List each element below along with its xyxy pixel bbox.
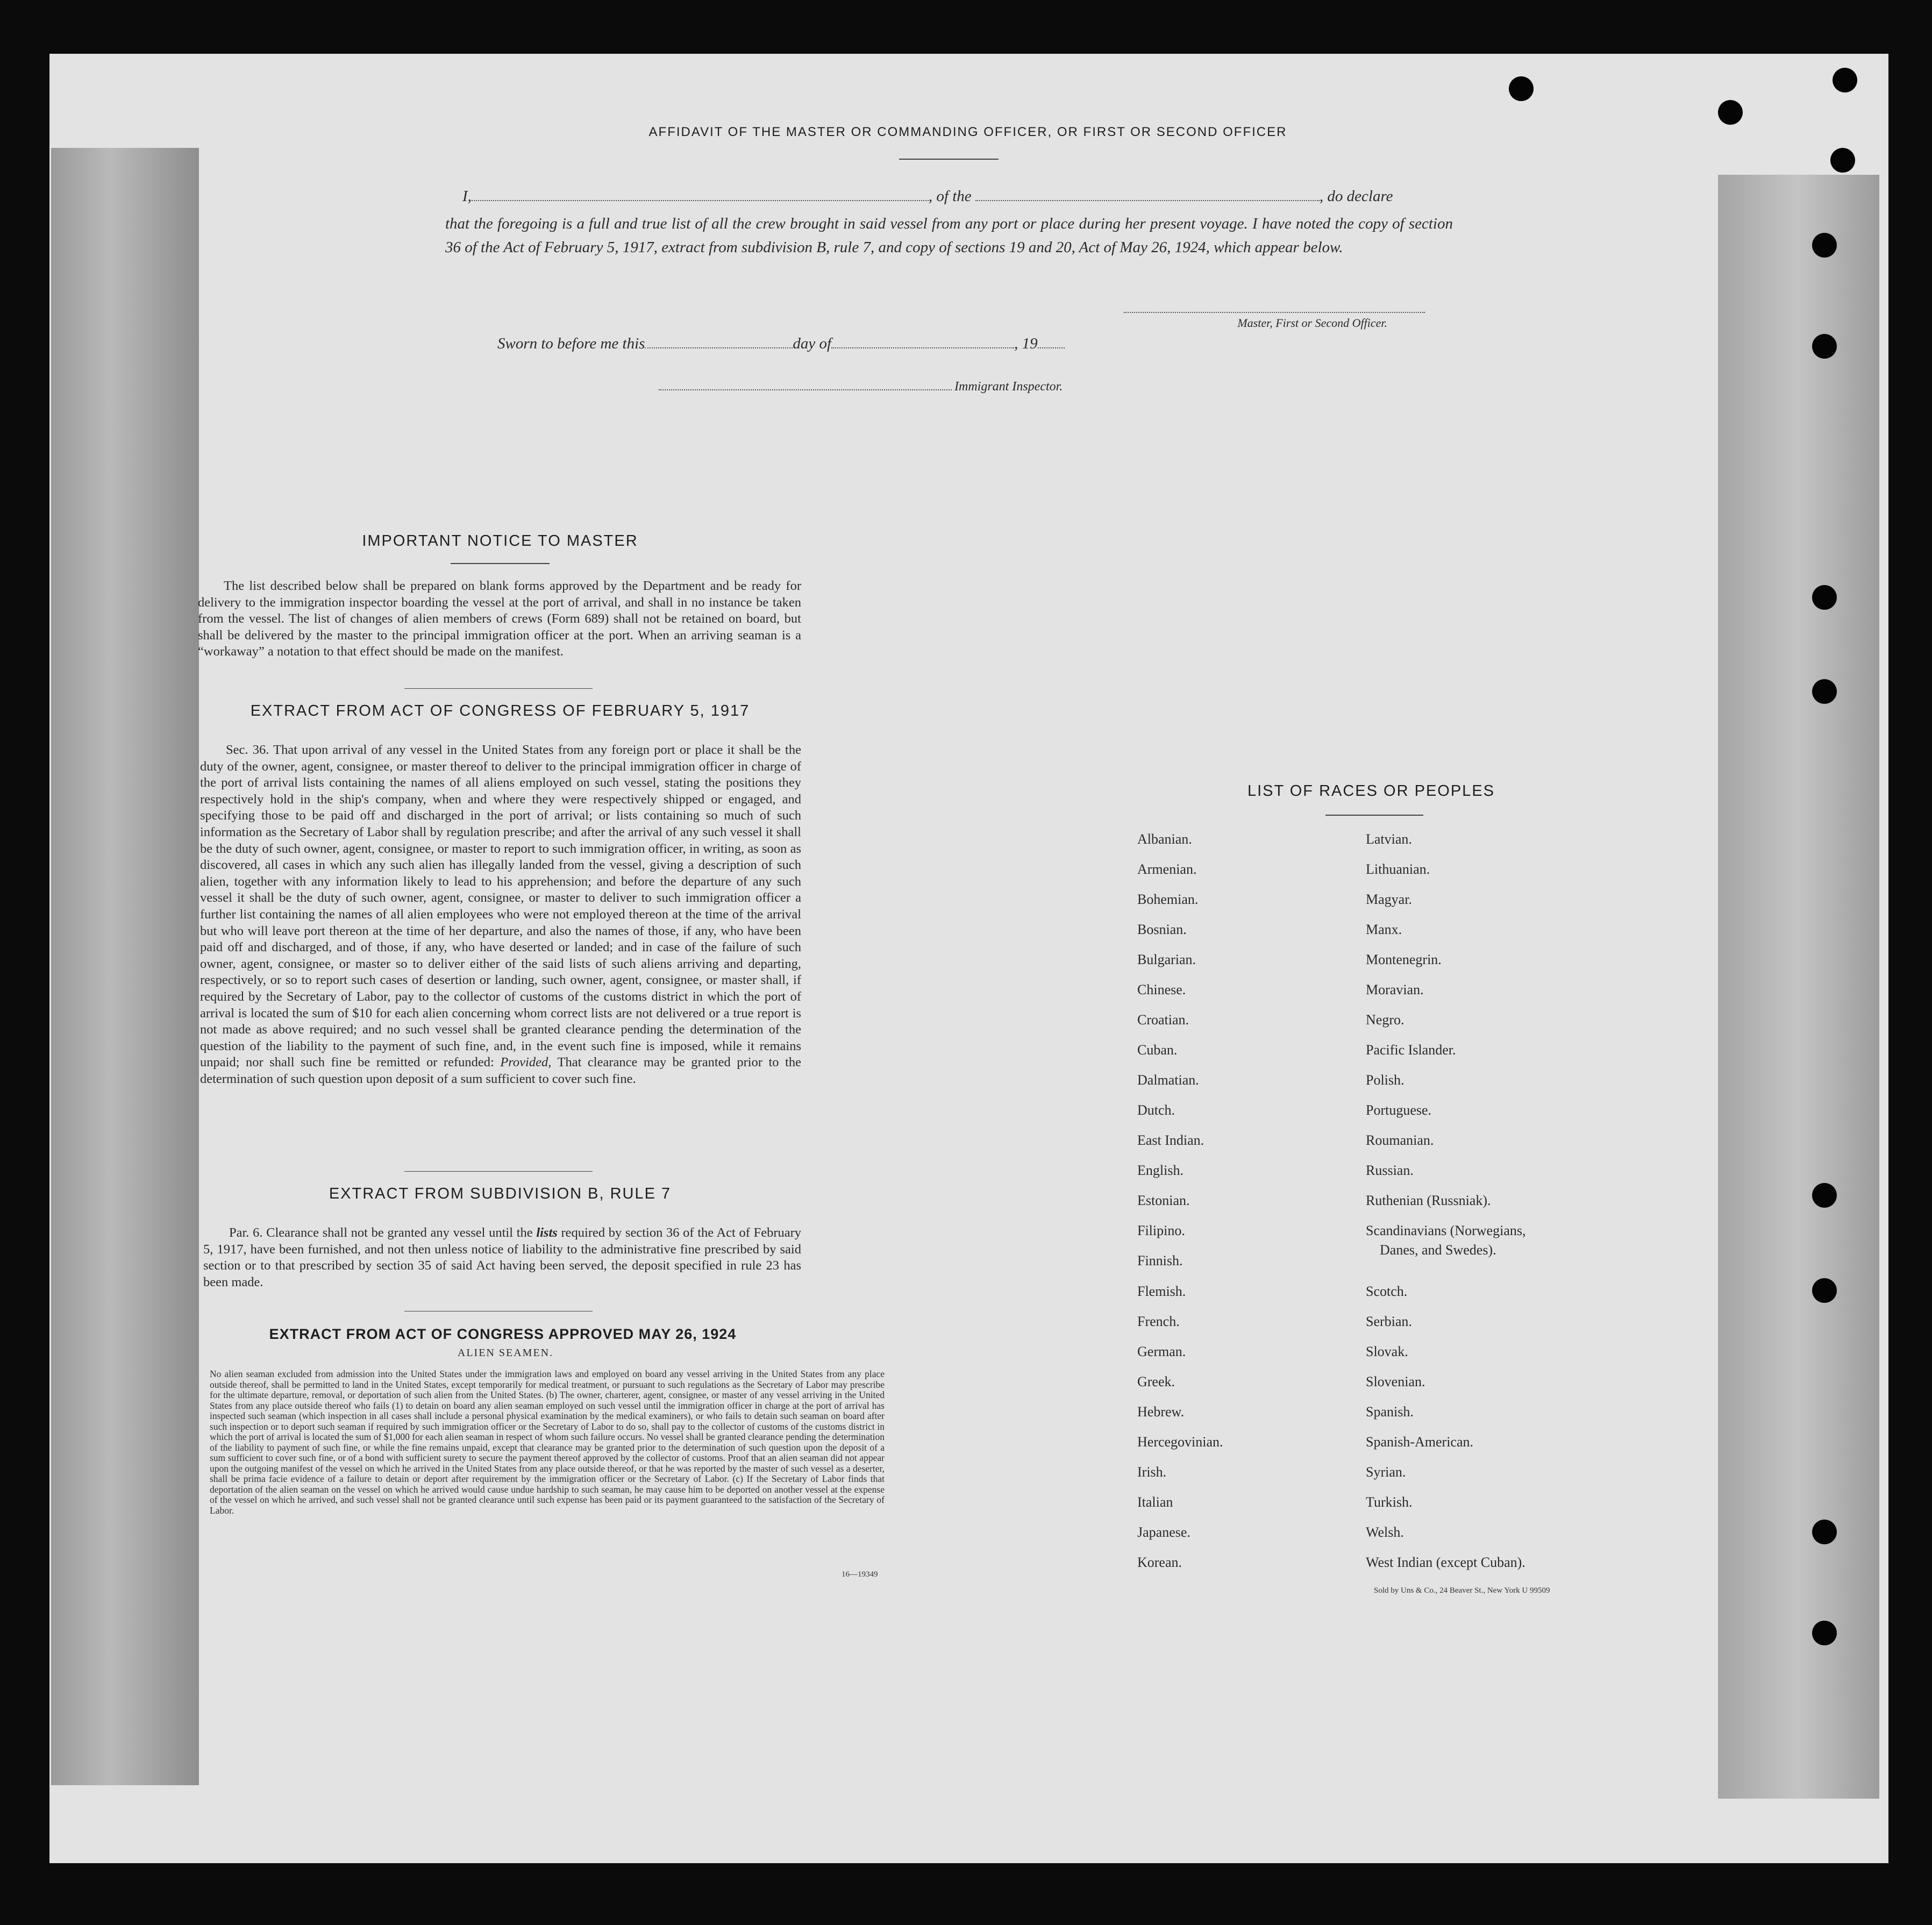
punch-hole-icon — [1833, 68, 1857, 92]
race-item: Lithuanian. — [1366, 861, 1430, 877]
race-item: Slovenian. — [1366, 1374, 1425, 1389]
punch-hole-icon — [1812, 233, 1837, 258]
rule7-body — [203, 1225, 801, 1291]
race-item: Magyar. — [1366, 892, 1412, 907]
race-item: Irish. — [1137, 1464, 1167, 1480]
race-item: Polish. — [1366, 1072, 1405, 1088]
act1917-proviso: Provided, — [500, 1055, 552, 1070]
race-item: Armenian. — [1137, 861, 1197, 877]
sworn-day-field[interactable] — [645, 334, 793, 348]
rule7-text-after: required by section 36 of the Act of February 5, 1917, have been furnished, and not then unless notice of liability to the administrative fine prescribed by said section or to that prescribed by section 35 of said Act having been served, the deposit specified in rule 23 has been made. — [203, 1225, 802, 1289]
rule7-title: EXTRACT FROM SUBDIVISION B, RULE 7 — [329, 1185, 672, 1202]
declarant-name-field[interactable] — [472, 187, 929, 201]
declarant-of-the: , of the — [928, 188, 972, 205]
race-item: Latvian. — [1366, 831, 1412, 847]
race-item: Estonian. — [1137, 1193, 1190, 1208]
punch-hole-icon — [1812, 334, 1837, 359]
divider — [899, 159, 999, 160]
race-item: Greek. — [1137, 1374, 1175, 1389]
punch-hole-icon — [1812, 1278, 1837, 1303]
notice-title: IMPORTANT NOTICE TO MASTER — [362, 532, 638, 550]
races-title: LIST OF RACES OR PEOPLES — [1247, 782, 1495, 800]
divider — [404, 1171, 593, 1172]
sworn-year-prefix: , 19 — [1014, 335, 1038, 352]
race-item: Serbian. — [1366, 1314, 1412, 1329]
sworn-day-of: day of — [793, 335, 832, 352]
divider — [404, 688, 593, 689]
race-item: Moravian. — [1366, 982, 1424, 997]
race-item: Manx. — [1366, 922, 1402, 937]
race-item: East Indian. — [1137, 1132, 1204, 1148]
race-item: Flemish. — [1137, 1284, 1186, 1299]
inspector-caption: Immigrant Inspector. — [954, 380, 1063, 394]
race-item: Syrian. — [1366, 1464, 1406, 1480]
race-item: Japanese. — [1137, 1524, 1190, 1540]
rule7-text: Par. 6. Clearance shall not be granted any vessel until the — [229, 1225, 533, 1240]
act1924-subtitle: ALIEN SEAMEN. — [457, 1347, 554, 1359]
punch-hole-icon — [1812, 679, 1837, 704]
left-binding-strip — [51, 148, 199, 1785]
inspector-signature-field[interactable] — [659, 376, 952, 390]
master-caption: Master, First or Second Officer. — [1237, 316, 1387, 330]
race-item: Scotch. — [1366, 1284, 1408, 1299]
notice-body: The list described below shall be prepared on blank forms approved by the Department and be ready for delivery to the immigration inspector boarding the vessel at the port of arrival, and shall in no instance be taken from the vessel. The list of changes of alien members of crews (Form 689) shall not be retained on board, but shall be delivered by the master to the principal immigration officer at the port. When an arriving seaman is a “workaway” a notation to that effect should be made on the manifest. — [198, 579, 801, 659]
punch-hole-icon — [1812, 1621, 1837, 1645]
right-binding-strip — [1718, 175, 1879, 1799]
race-item: Turkish. — [1366, 1494, 1413, 1510]
race-item: Montenegrin. — [1366, 952, 1442, 967]
race-item: Danes, and Swedes). — [1380, 1242, 1496, 1258]
punch-hole-icon — [1812, 1520, 1837, 1544]
affidavit-body: that the foregoing is a full and true list of all the crew brought in said vessel from any port or place during her present voyage. I have noted the copy of section 36 of the Act of February 5, 1917, extract from subdivision B, rule 7, and copy of sections 19 and 20, Act of May 26, 1924, which appear below. — [445, 215, 1453, 256]
race-item: Finnish. — [1137, 1253, 1183, 1268]
race-item: Dalmatian. — [1137, 1072, 1199, 1088]
master-signature-field[interactable] — [1124, 299, 1425, 313]
punch-hole-icon — [1509, 76, 1534, 101]
act1924-body: No alien seaman excluded from admission into the United States under the immigration laws and employed on board any vessel arriving in the United States from any place outside thereof, shall be permitted to land in the United States, except temporarily for medical treatment, or pursuant to such regulations as the Secretary of Labor may prescribe for the ultimate departure, removal, or deportation of such alien from the United States. (b) The owner, charterer, agent, consignee, or master of any vessel arriving in the United States from any place outside thereof who fails (1) to detain on board any alien seaman employed on such vessel until the immigration officer in charge at the port of arrival has inspected such seaman (which inspection in all cases shall include a personal physical examination by the medical examiners), or who fails to detain such seaman on board after such inspection or to deport such seaman if required by such immigration officer or the Secretary of Labor to do so, shall pay to the collector of customs of the customs district in which the port of arrival is located the sum of $1,000 for each alien seaman in respect of whom such failure occurs. No vessel shall be granted clearance pending the determination of the liability to payment of such fine, or while the fine remains unpaid, except that clearance may be granted prior to the determination of such question upon the deposit of a sum sufficient to cover such fine, or of a bond with sufficient surety to secure the payment thereof approved by the collector of customs. Proof that an alien seaman did not appear upon the outgoing manifest of the vessel on which he arrived in the United States from any place outside thereof, or that he was reported by the master of such vessel as a deserter, shall be prima facie evidence of a failure to detain or deport after requirement by the immigration officer or the Secretary of Labor. (c) If the Secretary of Labor finds that deportation of the alien seaman on the vessel on which he arrived would cause undue hardship to such seaman, he may cause him to be deported on another vessel at the expense of the vessel on which he arrived, and such vessel shall not be granted clearance until such expense has been paid or its payment guaranteed to the satisfaction of the Secretary of Labor. — [210, 1368, 885, 1516]
race-item: Bohemian. — [1137, 892, 1199, 907]
declarant-line — [462, 187, 1453, 205]
punch-hole-icon — [1812, 1183, 1837, 1208]
vessel-name-field[interactable] — [975, 187, 1320, 201]
race-item: Filipino. — [1137, 1223, 1185, 1238]
declarant-suffix: , do declare — [1319, 188, 1393, 205]
race-item: Roumanian. — [1366, 1132, 1434, 1148]
race-item: Welsh. — [1366, 1524, 1404, 1540]
race-item: Hebrew. — [1137, 1404, 1185, 1420]
race-item: French. — [1137, 1314, 1180, 1329]
act1917-text-after: That clearance may be granted prior to the determination of such question upon deposit of a sum sufficient to cover such fine. — [200, 1055, 802, 1086]
act1917-text: Sec. 36. That upon arrival of any vessel in the United States from any foreign port or place it shall be the duty of the owner, agent, consignee, or master thereof to deliver to the principal immigration officer in charge of the port of arrival lists containing the names of all aliens employed on such vessel, stating the positions they respectively hold in the ship's company, when and where they were respectively shipped or engaged, and specifying those to be paid off and discharged in the port of arrival; or lists containing so much of such information as the Secretary of Labor shall by regulation prescribe; and after the arrival of any such vessel it shall be the duty of such owner, agent, consignee, or master to report to such immigration officer, in writing, as soon as discovered, all cases in which any such alien has illegally landed from the vessel, giving a description of such alien, together with any information likely to lead to his apprehension; and before the departure of any such vessel it shall be the duty of such owner, agent, consignee, or master to deliver to such immigration officer a further list containing the names of all alien employees who were not employed thereon at the time of the arrival but who will leave port thereon at the time of her departure, and also the names of those, if any, who have been paid off and discharged, and of those, if any, who have deserted or landed; and in case of the failure of such owner, agent, consignee, or master so to deliver either of the said lists of such aliens arriving and departing, respectively, or so to report such cases of desertion or landing, such owner, agent, consignee, or master shall, if required by the Secretary of Labor, pay to the collector of customs of the customs district in which the port of arrival is located the sum of $10 for each alien concerning whom correct lists are not delivered or a true report is not made as above required; and no such vessel shall be granted clearance pending the determination of the question of the liability to the payment of such fine, and, in the event such fine is imposed, while it remains unpaid; nor shall such fine be remitted or refunded: — [200, 743, 801, 1070]
race-item: Cuban. — [1137, 1042, 1178, 1058]
sworn-line — [497, 334, 1065, 353]
race-item: Bulgarian. — [1137, 952, 1196, 967]
race-item: Albanian. — [1137, 831, 1192, 847]
race-item: Spanish-American. — [1366, 1434, 1474, 1450]
race-item: Spanish. — [1366, 1404, 1414, 1420]
race-item: Croatian. — [1137, 1012, 1189, 1028]
race-item: Bosnian. — [1137, 922, 1187, 937]
race-item: Pacific Islander. — [1366, 1042, 1456, 1058]
punch-hole-icon — [1830, 148, 1855, 173]
sworn-year-field[interactable] — [1038, 334, 1065, 348]
race-item: Portuguese. — [1366, 1102, 1432, 1118]
rule7-lists: lists — [536, 1225, 558, 1240]
sworn-prefix: Sworn to before me this — [497, 335, 645, 352]
sworn-month-field[interactable] — [831, 334, 1014, 348]
divider — [451, 563, 550, 564]
race-item: Negro. — [1366, 1012, 1405, 1028]
race-item: Korean. — [1137, 1555, 1182, 1570]
divider — [1325, 815, 1423, 816]
race-item: Slovak. — [1366, 1344, 1408, 1359]
printer-imprint: Sold by Uns & Co., 24 Beaver St., New York U 99509 — [1374, 1586, 1550, 1595]
act1917-body — [200, 742, 801, 1087]
declarant-prefix: I, — [462, 188, 472, 205]
race-item: Ruthenian (Russniak). — [1366, 1193, 1491, 1208]
race-item: Hercegovinian. — [1137, 1434, 1223, 1450]
punch-hole-icon — [1812, 585, 1837, 610]
act1917-title: EXTRACT FROM ACT OF CONGRESS OF FEBRUARY 5, 1917 — [250, 702, 750, 719]
race-item: German. — [1137, 1344, 1186, 1359]
act1924-title: EXTRACT FROM ACT OF CONGRESS APPROVED MAY 26, 1924 — [269, 1326, 737, 1342]
race-item: Chinese. — [1137, 982, 1186, 997]
race-item: Italian — [1137, 1494, 1173, 1510]
race-item: Scandinavians (Norwegians, — [1366, 1223, 1526, 1238]
race-item: Russian. — [1366, 1163, 1414, 1178]
punch-hole-icon — [1718, 100, 1743, 125]
form-number: 16—19349 — [842, 1570, 878, 1579]
race-item: West Indian (except Cuban). — [1366, 1555, 1525, 1570]
race-item: Dutch. — [1137, 1102, 1175, 1118]
affidavit-title: AFFIDAVIT OF THE MASTER OR COMMANDING OFFICER, OR FIRST OR SECOND OFFICER — [648, 125, 1287, 139]
race-item: English. — [1137, 1163, 1184, 1178]
